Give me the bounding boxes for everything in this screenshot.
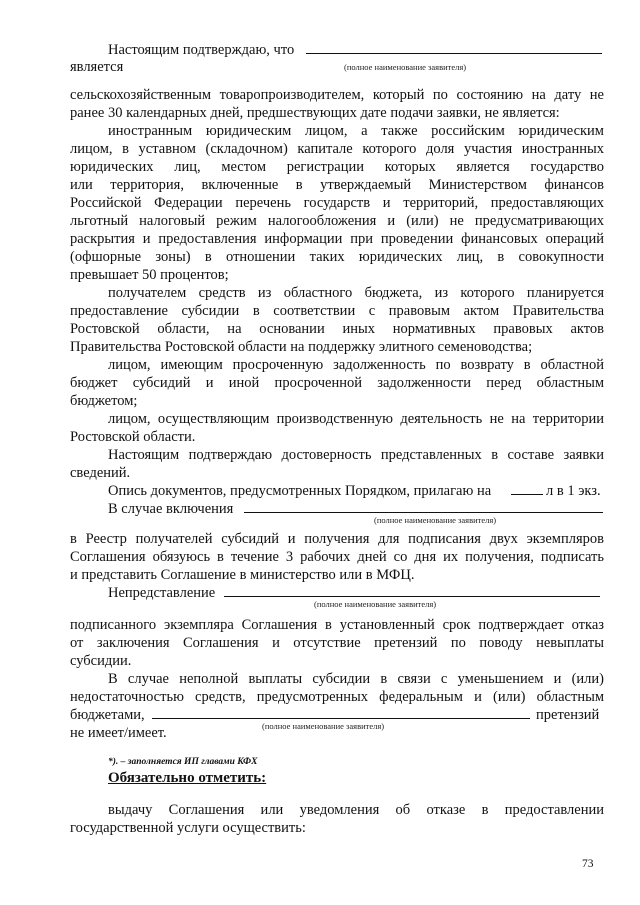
text-line: сельскохозяйственным товаропроизводителем, который по состоянию на дату не — [70, 87, 604, 103]
field-caption: (полное наименование заявителя) — [262, 721, 385, 731]
text-line: льготный налоговый режим налогообложения и (или) не предусматривающих — [70, 213, 604, 229]
text-line: или территория, включенные в утверждаемый Министерством финансов — [70, 177, 604, 193]
field-caption: (полное наименование заявителя) — [374, 515, 497, 525]
text-line: Опись документов, предусмотренных Порядком, прилагаю на — [108, 483, 492, 499]
text-line: Настоящим подтверждаю, что — [108, 42, 295, 58]
text-line: Российской Федерации перечень государств и территорий, предоставляющих — [70, 195, 604, 211]
text-line: Правительства Ростовской области на поддержку элитного семеноводства; — [70, 339, 533, 355]
text-line: лицом, имеющим просроченную задолженность по возврату в областной — [108, 357, 604, 373]
field-caption: (полное наименование заявителя) — [344, 62, 467, 72]
text-line: юридических лиц, местом регистрации которых является государство — [70, 159, 604, 175]
text-line: лицом, осуществляющим производственную деятельность не на территории — [108, 411, 604, 427]
text-line: в Реестр получателей субсидий и получения для подписания двух экземпляров — [70, 531, 604, 547]
text-line: бюджет субсидий и иной просроченной задолженности перед областным — [70, 375, 604, 391]
text-line: является — [70, 59, 124, 75]
text-line: бюджетами, — [70, 707, 145, 723]
text-line: ранее 30 календарных дней, предшествующих дате подачи заявки, не является: — [70, 105, 560, 121]
text-line: В случае включения — [108, 501, 234, 517]
text-line: претензий — [536, 707, 600, 723]
text-line: от заключения Соглашения и отсутствие претензий по поводу невыплаты — [70, 635, 604, 651]
field-caption: (полное наименование заявителя) — [314, 599, 437, 609]
text-line: не имеет/имеет. — [70, 725, 167, 741]
sheet-count-blank[interactable] — [511, 494, 543, 495]
applicant-name-blank[interactable] — [152, 718, 530, 719]
text-line: (офшорные зоны) в отношении таких юридических лиц, в совокупности — [70, 249, 604, 265]
text-line: Непредставление — [108, 585, 216, 601]
text-line: Настоящим подтверждаю достоверность представленных в составе заявки — [108, 447, 604, 463]
applicant-name-blank[interactable] — [244, 512, 603, 513]
page-number: 73 — [582, 858, 594, 870]
text-line: и представить Соглашение в министерство или в МФЦ. — [70, 567, 415, 583]
text-line: лицом, в уставном (складочном) капитале которого доля участия иностранных — [70, 141, 604, 157]
text-line: недостаточностью средств, предусмотренных федеральным и (или) областным — [70, 689, 604, 705]
text-line: В случае неполной выплаты субсидии в связи с уменьшением и (или) — [108, 671, 604, 687]
text-line: предоставление субсидии в соответствии с правовым актом Правительства — [70, 303, 604, 319]
text-line: иностранным юридическим лицом, а также российским юридическим — [108, 123, 604, 139]
text-line: л в 1 экз. — [546, 483, 601, 499]
applicant-name-blank[interactable] — [306, 53, 602, 54]
text-line: Соглашения обязуюсь в течение 3 рабочих дней со дня их получения, подписать — [70, 549, 604, 565]
applicant-name-blank[interactable] — [224, 596, 600, 597]
text-line: раскрытия и предоставления информации при проведении финансовых операций — [70, 231, 604, 247]
text-line: превышает 50 процентов; — [70, 267, 229, 283]
text-line: подписанного экземпляра Соглашения в установленный срок подтверждает отказ — [70, 617, 604, 633]
mandatory-note-heading: Обязательно отметить: — [108, 770, 267, 786]
text-line: Ростовской области. — [70, 429, 196, 445]
footnote: *). – заполняется ИП главами КФХ — [108, 757, 258, 767]
text-line: выдачу Соглашения или уведомления об отказе в предоставлении — [108, 802, 604, 818]
text-line: получателем средств из областного бюджета, из которого планируется — [108, 285, 604, 301]
text-line: Ростовской области, на основании иных нормативных правовых актов — [70, 321, 604, 337]
text-line: субсидии. — [70, 653, 132, 669]
text-line: бюджетом; — [70, 393, 138, 409]
text-line: государственной услуги осуществить: — [70, 820, 306, 836]
text-line: сведений. — [70, 465, 131, 481]
